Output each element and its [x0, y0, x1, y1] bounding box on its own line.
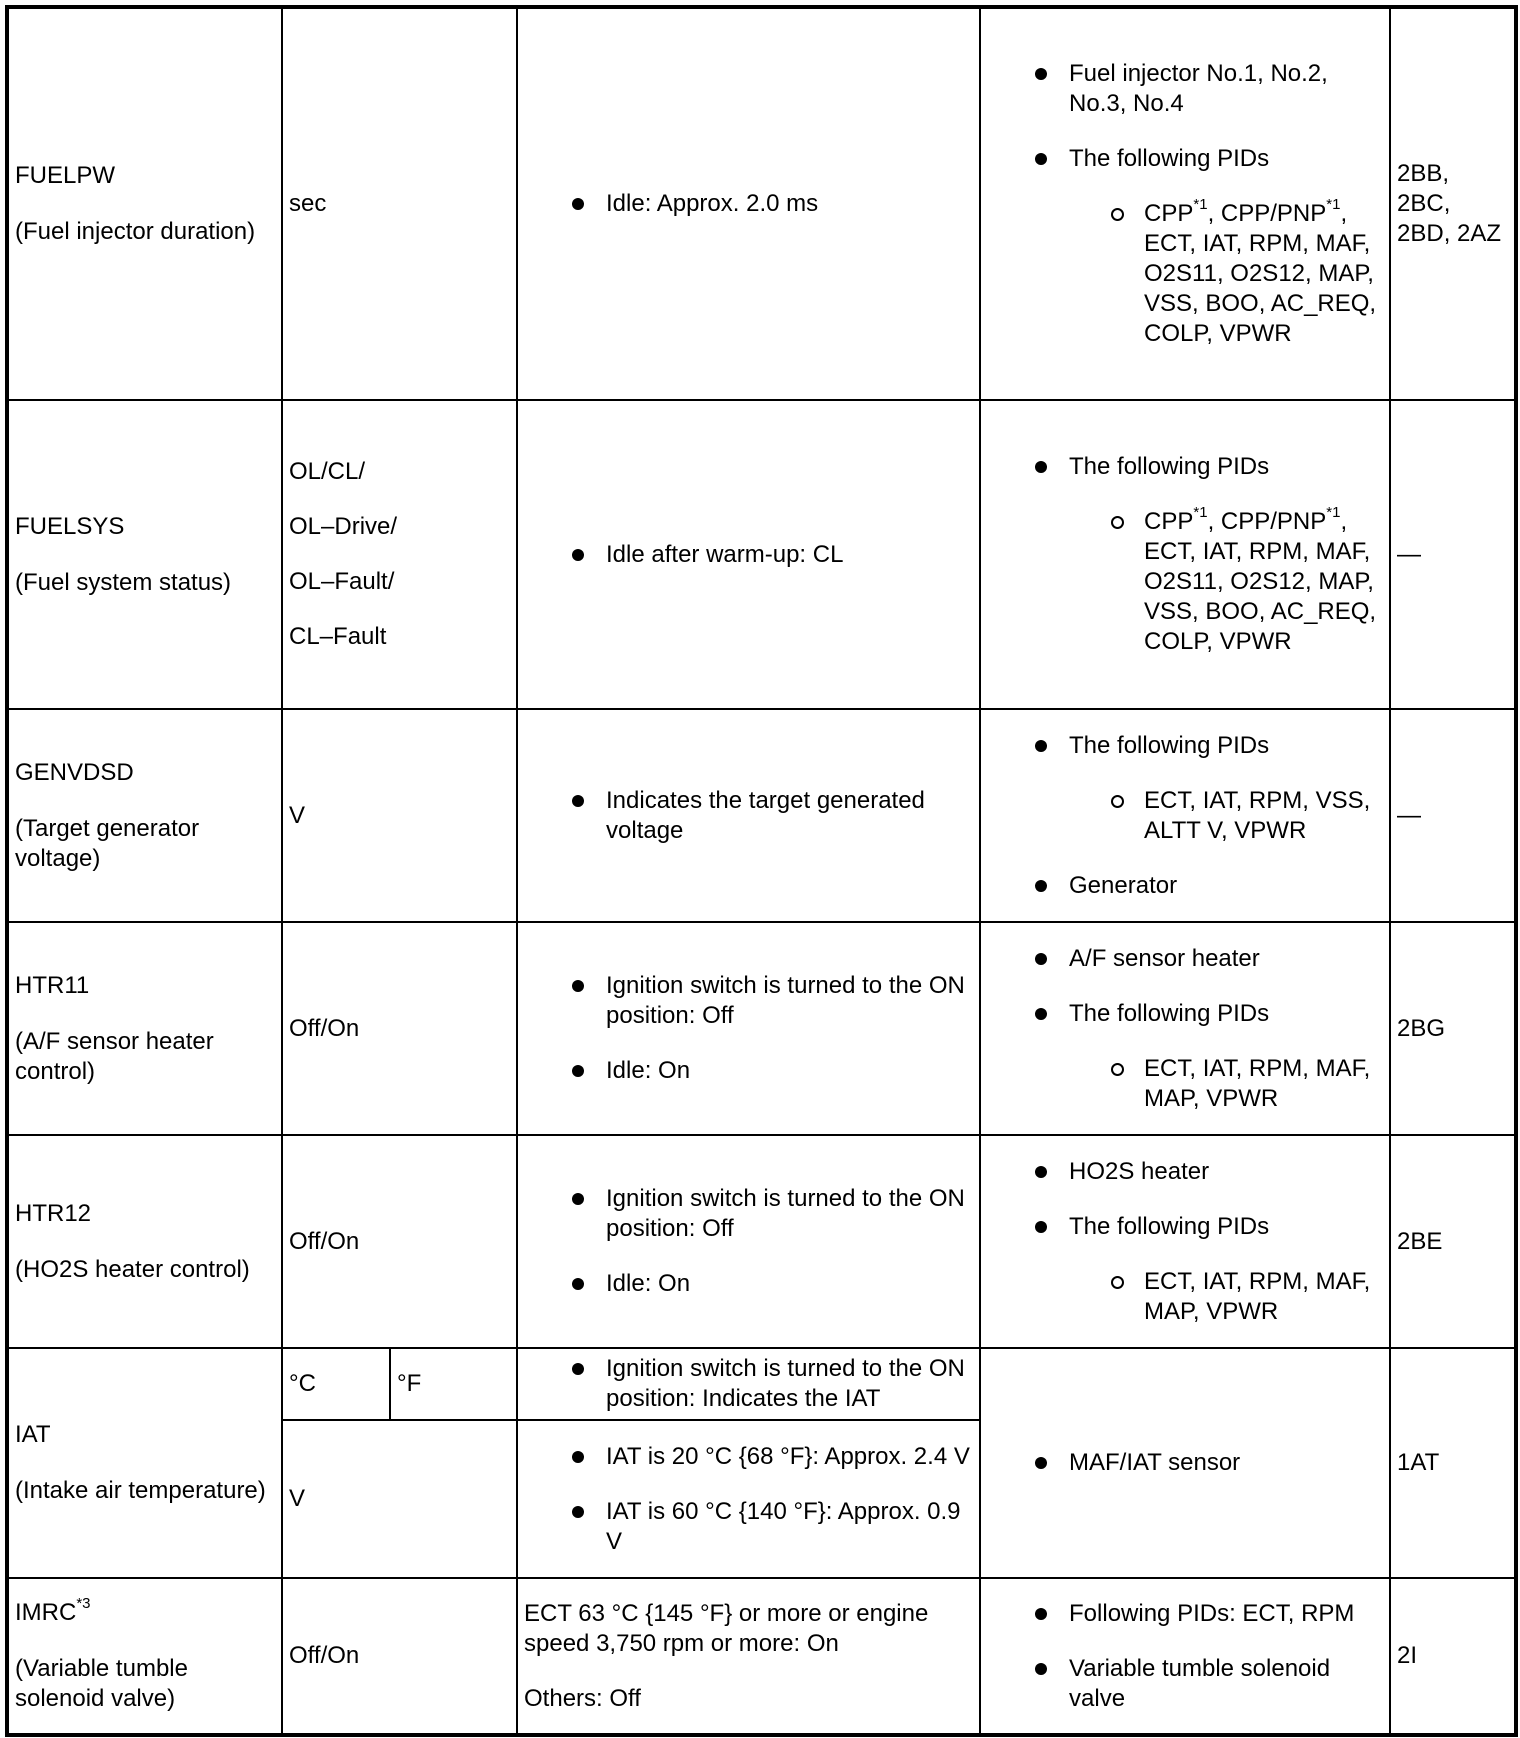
pid-cell — [7, 1348, 282, 1578]
unit-value: sec — [289, 190, 327, 217]
dtc-cell: — — [1390, 400, 1516, 709]
condition-item: Ignition switch is turned to the ON position: Off — [524, 971, 973, 1031]
table-row — [7, 1135, 1516, 1348]
condition-item: IAT is 20 °C {68 °F}: Approx. 2.4 V — [524, 1442, 973, 1472]
condition-text: ECT 63 °C {145 °F} or more or engine speed 3,750 rpm or more: On — [524, 1599, 929, 1657]
unit-cell — [282, 922, 517, 1135]
pid-name: FUELSYS — [15, 512, 125, 540]
pid-cell — [7, 709, 282, 922]
unit-cell — [282, 7, 517, 400]
pid-name: GENVDSD — [15, 758, 134, 786]
dtc-cell: 1AT — [1390, 1348, 1516, 1578]
condition-cell — [517, 1135, 980, 1348]
pid-cpp-pnp: CPP/PNP — [1220, 508, 1327, 535]
related-pid-list: ECT, IAT, RPM, VSS, ALTT V, VPWR — [1069, 786, 1383, 846]
related-cell — [980, 1578, 1390, 1735]
related-item: Fuel injector No.1, No.2, No.3, No.4 — [987, 59, 1383, 119]
related-item: A/F sensor heater — [987, 944, 1383, 974]
condition-cell — [517, 922, 980, 1135]
related-item — [987, 999, 1383, 1114]
related-item-label: The following PIDs — [1069, 1212, 1270, 1240]
related-cell — [980, 709, 1390, 922]
dtc-cell: — — [1390, 709, 1516, 922]
unit-value: V — [289, 801, 306, 829]
related-item-label: The following PIDs — [1069, 145, 1270, 172]
table-row — [7, 400, 1516, 709]
condition-item: Ignition switch is turned to the ON position: Indicates the IAT — [524, 1354, 973, 1414]
pid-monitor-table — [5, 5, 1518, 1737]
footnote-mark: *1 — [1326, 196, 1341, 213]
footnote-mark: *1 — [1193, 504, 1208, 521]
related-item-label: The following PIDs — [1069, 999, 1270, 1027]
pid-description: (Target generator voltage) — [15, 814, 200, 872]
related-cell — [980, 7, 1390, 400]
pid-description: (Fuel injector duration) — [15, 218, 256, 245]
condition-item: Idle: Approx. 2.0 ms — [524, 189, 973, 219]
pid-description: (A/F sensor heater control) — [15, 1027, 214, 1085]
related-item: HO2S heater — [987, 1157, 1383, 1187]
unit-cell-fahrenheit: °F — [390, 1348, 517, 1420]
table-row — [7, 1578, 1516, 1735]
dtc-cell: 2BE — [1390, 1135, 1516, 1348]
pid-name: IAT — [15, 1421, 51, 1448]
condition-text: Others: Off — [524, 1684, 641, 1712]
unit-value: Off/On — [289, 1642, 360, 1669]
table-row — [7, 1348, 1516, 1420]
condition-item: IAT is 60 °C {140 °F}: Approx. 0.9 V — [524, 1497, 973, 1557]
footnote-mark: *1 — [1193, 196, 1208, 213]
condition-cell — [517, 7, 980, 400]
unit-value: CL–Fault — [289, 623, 387, 650]
unit-value: OL–Drive/ — [289, 513, 398, 540]
unit-value: Off/On — [289, 1227, 360, 1255]
related-item — [987, 144, 1383, 349]
unit-cell-celsius: °C — [282, 1348, 390, 1420]
pid-cell — [7, 1135, 282, 1348]
pid-name — [15, 1595, 275, 1628]
related-cell — [980, 1135, 1390, 1348]
pid-cell — [7, 400, 282, 709]
condition-item: Ignition switch is turned to the ON position: Off — [524, 1184, 973, 1244]
condition-cell — [517, 1578, 980, 1735]
pid-cpp: CPP — [1144, 200, 1194, 227]
unit-cell — [282, 709, 517, 922]
condition-cell — [517, 1348, 980, 1420]
condition-cell — [517, 400, 980, 709]
unit-cell — [282, 1420, 517, 1578]
table-row — [7, 7, 1516, 400]
pid-cpp: CPP — [1144, 508, 1194, 535]
related-item-label: The following PIDs — [1069, 453, 1270, 480]
unit-value: V — [289, 1485, 306, 1512]
related-pid-list: CPP$^{*1}$, CPP/PNP$^{*1}$, ECT, IAT, RPM, MAF, O2S11, O2S12, MAP, VSS, BOO, AC_REQ, COLP, VPWR — [1069, 507, 1383, 657]
dtc-cell: 2BB, 2BC, 2BD, 2AZ — [1390, 7, 1516, 400]
related-pid-list: ECT, IAT, RPM, MAF, MAP, VPWR — [1069, 1267, 1383, 1327]
condition-cell — [517, 709, 980, 922]
related-cell — [980, 922, 1390, 1135]
related-pid-list: CPP$^{*1}$, CPP/PNP$^{*1}$, ECT, IAT, RPM, MAF, O2S11, O2S12, MAP, VSS, BOO, AC_REQ, COLP, VPWR — [1069, 199, 1383, 349]
unit-value: OL–Fault/ — [289, 568, 395, 595]
pid-cell — [7, 1578, 282, 1735]
related-item: Generator — [987, 871, 1383, 901]
condition-item: Idle: On — [524, 1269, 973, 1299]
table-row — [7, 922, 1516, 1135]
unit-cell — [282, 400, 517, 709]
pid-cell — [7, 922, 282, 1135]
pid-list-rest: ECT, IAT, RPM, MAF, O2S11, O2S12, MAP, VSS, BOO, AC_REQ, COLP, VPWR — [1144, 230, 1377, 347]
footnote-mark: *1 — [1326, 504, 1341, 521]
pid-cpp-pnp: CPP/PNP — [1220, 200, 1327, 227]
pid-name-text: IMRC — [15, 1599, 77, 1626]
condition-item: Indicates the target generated voltage — [524, 786, 973, 846]
dtc-cell: 2BG — [1390, 922, 1516, 1135]
pid-list-rest: ECT, IAT, RPM, MAF, O2S11, O2S12, MAP, VSS, BOO, AC_REQ, COLP, VPWR — [1144, 538, 1377, 655]
condition-item: Idle: On — [524, 1056, 973, 1086]
pid-description: (Fuel system status) — [15, 568, 232, 596]
table-row — [7, 709, 1516, 922]
related-cell — [980, 1348, 1390, 1578]
pid-cell — [7, 7, 282, 400]
condition-cell — [517, 1420, 980, 1578]
related-item — [987, 1212, 1383, 1327]
pid-description: (HO2S heater control) — [15, 1255, 250, 1283]
pid-name: HTR11 — [15, 971, 90, 999]
related-item: Variable tumble solenoid valve — [987, 1654, 1383, 1714]
related-pid-list: ECT, IAT, RPM, MAF, MAP, VPWR — [1069, 1054, 1383, 1114]
related-item-label: The following PIDs — [1069, 731, 1270, 759]
pid-name: HTR12 — [15, 1199, 92, 1227]
pid-name: FUELPW — [15, 162, 116, 189]
unit-value: Off/On — [289, 1014, 360, 1042]
condition-item: Idle after warm-up: CL — [524, 540, 973, 570]
related-cell — [980, 400, 1390, 709]
dtc-cell: 2I — [1390, 1578, 1516, 1735]
related-item — [987, 731, 1383, 846]
related-item: Following PIDs: ECT, RPM — [987, 1599, 1383, 1629]
related-item — [987, 452, 1383, 657]
unit-cell — [282, 1578, 517, 1735]
pid-description: (Variable tumble solenoid valve) — [15, 1655, 188, 1712]
unit-cell — [282, 1135, 517, 1348]
related-item: MAF/IAT sensor — [987, 1448, 1383, 1478]
unit-value: OL/CL/ — [289, 458, 366, 485]
footnote-mark: *3 — [76, 1595, 91, 1612]
pid-description: (Intake air temperature) — [15, 1477, 266, 1504]
